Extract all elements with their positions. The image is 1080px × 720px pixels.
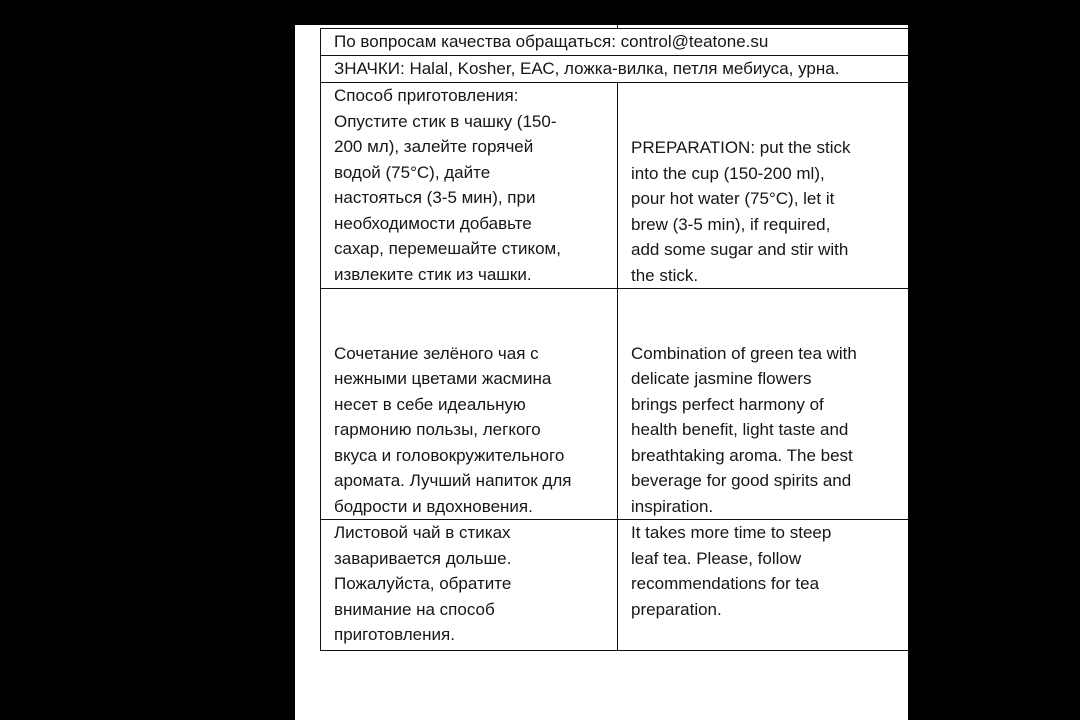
- description-en-cell: [618, 289, 909, 520]
- description-ru-cell: [321, 289, 618, 520]
- leaf-tea-ru-text: Листовой чай в стиках заваривается дольше. Пожалуйста, обратите внимание на способ приготовления.: [334, 523, 512, 644]
- preparation-en-text: PREPARATION: put the stick into the cup (150-200 ml), pour hot water (75°C), let it brew (3-5 min), if required, add some sugar and stir with the stick.: [631, 138, 851, 285]
- quality-contact-row: [321, 29, 909, 56]
- leaf-tea-note-row: [321, 520, 909, 651]
- description-en-text: Combination of green tea with delicate jasmine flowers brings perfect harmony of health benefit, light taste and breathtaking aroma. The best beverage for good spirits and inspiration.: [631, 343, 857, 516]
- badges-cell: ЗНАЧКИ: Halal, Kosher, ЕАС, ложка-вилка, петля мебиуса, урна.: [321, 56, 909, 83]
- description-row: [321, 289, 909, 520]
- leaf-tea-en-cell: [618, 520, 909, 651]
- viewer-background-right: [908, 0, 1080, 720]
- label-text-table: [320, 28, 909, 651]
- leaf-tea-ru-cell: [321, 520, 618, 651]
- leaf-tea-en-text: It takes more time to steep leaf tea. Please, follow recommendations for tea preparation.: [631, 523, 832, 619]
- quality-contact-cell: По вопросам качества обращаться: control@teatone.su: [321, 29, 909, 56]
- preparation-ru-text: Способ приготовления: Опустите стик в чашку (150- 200 мл), залейте горячей водой (75°С), дайте настояться (3-5 мин), при необходимости добавьте сахар, перемешайте стиком, извлеките стик из чашки.: [334, 86, 561, 284]
- preparation-ru-cell: [321, 83, 618, 289]
- badges-row: [321, 56, 909, 83]
- preparation-row: [321, 83, 909, 289]
- preparation-en-cell: [618, 83, 909, 289]
- description-ru-text: Сочетание зелёного чая с нежными цветами жасмина несет в себе идеальную гармонию пользы, легкого вкуса и головокружительного аромата. Лучший напиток для бодрости и вдохновения.: [334, 343, 572, 516]
